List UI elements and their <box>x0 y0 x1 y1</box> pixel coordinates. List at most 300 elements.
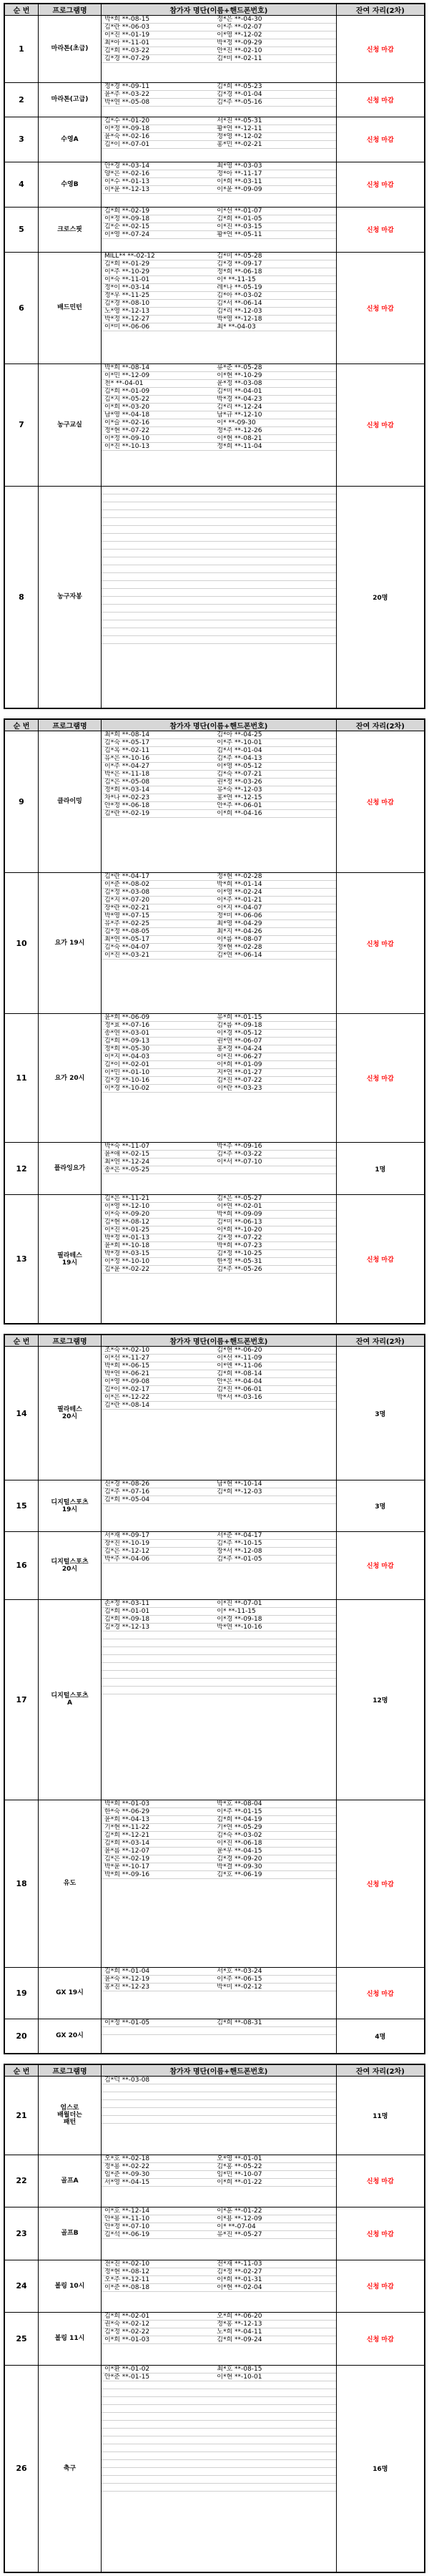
participant-entry <box>102 494 214 502</box>
participant-line <box>102 141 336 149</box>
participant-line <box>102 786 336 794</box>
participant-line <box>102 2268 336 2276</box>
participant-entry: 홍*진 **-12-23 <box>104 1983 150 1991</box>
participant-line <box>102 268 336 276</box>
participant-entry: 한*정 **-05-31 <box>217 1258 262 1266</box>
participant-entry <box>214 597 335 604</box>
participant-entry: 이* **-07-04 <box>217 2223 256 2231</box>
participant-entry <box>102 2405 214 2412</box>
participant-line <box>102 2452 336 2460</box>
schedule-table <box>4 2064 425 2572</box>
header-no: 순 번 <box>5 1335 39 1347</box>
program-row <box>5 1195 425 1324</box>
participant-entry: 이*경 **-09-18 <box>217 1615 262 1623</box>
participant-entry: 김*정 **-03-08 <box>104 888 150 896</box>
participant-entry: 이*주 **-10-29 <box>104 268 150 276</box>
participant-entry: 최*지 **-04-26 <box>217 927 262 935</box>
participant-entry <box>214 2389 335 2396</box>
participant-line <box>102 2476 336 2484</box>
participant-entry: 노*희 **-04-11 <box>217 2328 262 2336</box>
participant-entry <box>214 494 335 502</box>
participant-entry: 권*숙 **-02-12 <box>104 2321 150 2328</box>
participant-entry <box>214 2429 335 2436</box>
remaining-seats: 3명 <box>336 1347 424 1480</box>
participant-line <box>102 1014 336 1022</box>
participant-line <box>102 1195 336 1203</box>
participant-entry: 박*서 **-03-16 <box>217 1394 262 1401</box>
program-number: 25 <box>5 2313 39 2366</box>
participant-line <box>102 2231 336 2239</box>
participant-entry: 정*영 **-12-02 <box>217 132 262 140</box>
participant-line <box>102 1258 336 1266</box>
participant-line <box>102 779 336 786</box>
participant-entry: 이*진 **-06-27 <box>217 1053 262 1061</box>
participant-entry <box>214 2092 335 2099</box>
header-program: 프로그램명 <box>38 4 101 16</box>
program-row <box>5 872 425 1014</box>
participant-entry: 이*슬 **-02-16 <box>104 419 150 426</box>
header-remaining: 잔여 자리(2차) <box>336 4 424 16</box>
participant-entry <box>214 487 335 494</box>
participant-entry: 김*호 **-06-19 <box>217 1871 262 1879</box>
program-name: 디지털스포츠 20시 <box>38 1532 101 1600</box>
participant-entry: 홍*경 **-04-24 <box>217 1045 262 1053</box>
participant-list <box>102 207 337 252</box>
participant-entry: 이*진 **-06-18 <box>217 1840 262 1848</box>
participant-line <box>102 2092 336 2100</box>
participant-entry: 김*희 **-01-29 <box>104 260 150 268</box>
participant-entry: 박*경 **-03-15 <box>104 1250 150 1258</box>
participant-line <box>102 1976 336 1984</box>
participant-entry: 장*진 **-10-19 <box>104 1540 150 1548</box>
remaining-seats: 신청 마감 <box>336 82 424 117</box>
participant-line <box>102 1608 336 1616</box>
participant-entry <box>214 1496 335 1503</box>
participant-entry: 노*영 **-12-13 <box>104 308 150 316</box>
participant-line <box>102 1671 336 1679</box>
participant-line <box>102 542 336 550</box>
participant-list <box>102 2019 337 2054</box>
participant-entry <box>214 2460 335 2467</box>
participant-line <box>102 316 336 323</box>
remaining-seats: 4명 <box>336 2019 424 2054</box>
participant-line <box>102 565 336 573</box>
program-row <box>5 117 425 162</box>
participant-entry: 김*은 **-05-27 <box>217 1195 262 1203</box>
participant-line <box>102 1378 336 1386</box>
program-number: 13 <box>5 1195 39 1324</box>
participant-list <box>102 2365 337 2572</box>
participant-line <box>102 755 336 763</box>
program-row <box>5 2365 425 2572</box>
participant-entry: 김*이 **-02-17 <box>104 1386 150 1393</box>
participant-entry <box>102 2397 214 2404</box>
participant-line <box>102 2223 336 2231</box>
program-name: 볼링 11시 <box>38 2313 101 2366</box>
participant-line <box>102 1250 336 1258</box>
participant-entry <box>102 589 214 596</box>
participant-entry: 남*규 **-12-10 <box>217 411 262 419</box>
participant-entry: 김*란 **-04-17 <box>104 872 150 880</box>
participant-entry: 윤*숙 **-12-19 <box>104 1975 150 1983</box>
participant-entry: 이*영 **-07-24 <box>104 230 150 238</box>
participant-entry: 김*순 **-02-15 <box>104 223 150 230</box>
participant-entry: 이*희 **-01-09 <box>217 1061 262 1069</box>
participant-line <box>102 2100 336 2108</box>
participant-line <box>102 628 336 636</box>
participant-entry <box>214 2405 335 2412</box>
program-number: 6 <box>5 253 39 364</box>
participant-line <box>102 1370 336 1378</box>
participant-entry: 정*용 **-02-22 <box>104 2162 150 2170</box>
header-members: 참가자 명단(이름+핸드폰번호) <box>102 1335 337 1347</box>
participant-entry: 김*희 **-03-14 <box>104 1840 150 1848</box>
participant-line <box>102 1863 336 1871</box>
participant-entry: 김*희 **-09-24 <box>217 2336 262 2344</box>
participant-entry: 김*정 **-07-22 <box>217 1234 262 1242</box>
participant-entry: 최* **-04-03 <box>217 323 256 331</box>
participant-entry: 김*희 **-04-19 <box>217 1816 262 1824</box>
participant-line <box>102 300 336 308</box>
participant-entry: 김*이 **-07-01 <box>104 140 150 148</box>
program-number: 19 <box>5 1967 39 2019</box>
participant-entry: 김*서 **-06-14 <box>217 300 262 308</box>
participant-entry: 정*이 **-03-14 <box>104 284 150 292</box>
participant-line <box>102 1800 336 1808</box>
participant-entry: 김*은 **-12-12 <box>104 1548 150 1556</box>
participant-entry: 오*호 **-02-18 <box>104 2155 150 2162</box>
participant-entry: 임*민 **-10-07 <box>217 2170 262 2178</box>
program-name: 마라톤(고급) <box>38 82 101 117</box>
participant-entry: 정*희 **-06-18 <box>217 268 262 276</box>
participant-entry: 안*경 **-03-14 <box>104 162 150 170</box>
participant-entry: 김*윤 **-02-22 <box>104 1266 150 1274</box>
participant-entry: 이*은 **-12-22 <box>104 1394 150 1401</box>
participant-list <box>102 1195 337 1324</box>
participant-entry: 정*주 **-12-26 <box>217 426 262 434</box>
participant-line <box>102 1030 336 1038</box>
participant-entry: 이*수 **-01-13 <box>104 177 150 185</box>
participant-entry: 윤*희 **-06-09 <box>104 1014 150 1022</box>
participant-entry: 박*정 **-09-29 <box>217 39 262 47</box>
participant-entry <box>214 1655 335 1662</box>
participant-entry: 이*영 **-12-10 <box>104 1203 150 1211</box>
program-name: 축구 <box>38 2365 101 2572</box>
participant-line <box>102 912 336 920</box>
participant-entry: 이*주 **-01-15 <box>217 1808 262 1816</box>
participant-line <box>102 920 336 928</box>
program-name: 플라잉요가 <box>38 1143 101 1195</box>
participant-entry: 김*란 **-08-14 <box>104 1402 150 1409</box>
participant-entry: 김*희 **-08-31 <box>217 2019 262 2026</box>
participant-list <box>102 486 337 708</box>
participant-entry: 김*란 **-06-03 <box>104 24 150 31</box>
participant-line <box>102 1679 336 1687</box>
participant-entry: 이*희 **-01-31 <box>217 2275 262 2283</box>
program-number: 11 <box>5 1014 39 1143</box>
participant-list <box>102 117 337 162</box>
participant-entry <box>214 2100 335 2107</box>
participant-entry: 정*현 **-02-28 <box>217 872 262 880</box>
participant-line <box>102 589 336 597</box>
participant-entry: 김*경 **-07-29 <box>104 55 150 62</box>
program-name: 크로스핏 <box>38 207 101 252</box>
participant-entry <box>214 1663 335 1670</box>
participant-line <box>102 253 336 260</box>
participant-entry <box>102 2100 214 2107</box>
participant-line <box>102 170 336 178</box>
participant-entry: 이*진 **-01-19 <box>104 31 150 39</box>
participant-entry <box>214 510 335 517</box>
participant-line <box>102 502 336 510</box>
participant-line <box>102 1226 336 1234</box>
schedule-page <box>0 0 429 712</box>
participant-entry: 양*은 **-02-16 <box>104 170 150 177</box>
participant-entry <box>214 2397 335 2404</box>
participant-entry: 김*홍 **-05-22 <box>217 2162 262 2170</box>
participant-line <box>102 2171 336 2179</box>
participant-entry: 윤*름 **-12-07 <box>104 1848 150 1855</box>
participant-entry: 이*훈 **-01-22 <box>217 2207 262 2215</box>
program-number: 1 <box>5 16 39 83</box>
remaining-seats: 3명 <box>336 1480 424 1532</box>
participant-entry: 이*정 **-01-05 <box>104 2019 150 2026</box>
participant-entry <box>214 534 335 541</box>
program-name: 골프A <box>38 2155 101 2207</box>
program-name: 디지털스포츠 A <box>38 1599 101 1800</box>
participant-line <box>102 404 336 411</box>
program-name: 마라톤(초급) <box>38 16 101 83</box>
participant-entry: 이*엔 **-11-06 <box>217 1362 262 1370</box>
participant-line <box>102 47 336 55</box>
participant-line <box>102 2328 336 2336</box>
participant-line <box>102 2421 336 2429</box>
remaining-seats: 신청 마감 <box>336 16 424 83</box>
participant-entry <box>214 1671 335 1678</box>
participant-entry: 김*경 **-09-20 <box>217 1855 262 1863</box>
participant-entry: 김*희 **-03-22 <box>104 47 150 54</box>
participant-line <box>102 2381 336 2389</box>
participant-line <box>102 411 336 419</box>
participant-entry <box>214 518 335 525</box>
participant-entry: 정*희 **-05-30 <box>104 1045 150 1053</box>
participant-line <box>102 1984 336 1991</box>
participant-entry: 유*숙 **-12-03 <box>217 786 262 794</box>
participant-line <box>102 162 336 170</box>
participant-entry: MILL** **-02-12 <box>104 253 155 260</box>
participant-entry: 정*은 **-04-30 <box>217 16 262 23</box>
participant-entry: 홍*연 **-12-15 <box>217 794 262 801</box>
participant-line <box>102 897 336 904</box>
participant-entry: 권*연 **-06-07 <box>217 1038 262 1045</box>
remaining-seats: 신청 마감 <box>336 2260 424 2313</box>
participant-entry <box>214 573 335 580</box>
participant-entry: 박*영 **-07-15 <box>104 912 150 919</box>
header-program: 프로그램명 <box>38 2065 101 2077</box>
participant-line <box>102 31 336 39</box>
participant-line <box>102 2405 336 2413</box>
participant-list <box>102 1480 337 1532</box>
participant-entry: 한*숙 **-06-29 <box>104 1808 150 1816</box>
header-remaining: 잔여 자리(2차) <box>336 1335 424 1347</box>
participant-entry: 김*미 **-06-13 <box>217 1219 262 1226</box>
participant-entry <box>214 550 335 557</box>
participant-entry <box>102 628 214 635</box>
participant-entry <box>214 2077 335 2084</box>
remaining-seats: 신청 마감 <box>336 1014 424 1143</box>
participant-entry <box>102 1663 214 1670</box>
participant-line <box>102 2366 336 2373</box>
participant-entry <box>102 2413 214 2420</box>
participant-line <box>102 802 336 810</box>
participant-entry: 김*름 **-09-18 <box>217 1022 262 1030</box>
participant-line <box>102 526 336 534</box>
participant-list <box>102 1599 337 1800</box>
participant-entry: 김*수 **-01-20 <box>104 117 150 125</box>
participant-entry: 조*숙 **-02-10 <box>104 1347 150 1354</box>
participant-entry: 김*진 **-06-01 <box>217 1386 262 1393</box>
schedule-page <box>0 2061 429 2576</box>
participant-line <box>102 2321 336 2328</box>
participant-list <box>102 2313 337 2366</box>
header-row <box>5 720 425 731</box>
participant-line <box>102 1631 336 1639</box>
participant-line <box>102 1840 336 1848</box>
participant-list <box>102 1014 337 1143</box>
participant-line <box>102 620 336 628</box>
participant-entry: 정*희 **-11-04 <box>217 442 262 450</box>
participant-line <box>102 2460 336 2468</box>
participant-entry: 김*은 **-11-21 <box>104 1195 150 1203</box>
participant-entry: 박*연 **-06-21 <box>104 1370 150 1377</box>
participant-entry: 박*경 **-04-23 <box>217 395 262 403</box>
participant-entry: 박*연 **-10-16 <box>217 1623 262 1631</box>
participant-entry: 김*숙 **-07-21 <box>217 771 262 778</box>
participant-entry <box>214 1647 335 1654</box>
participant-entry: 서*진 **-05-31 <box>217 117 262 125</box>
participant-line <box>102 487 336 494</box>
participant-entry: 이*진 **-01-25 <box>104 1226 150 1234</box>
participant-entry <box>102 2116 214 2123</box>
participant-entry: 송*은 **-05-25 <box>104 1166 150 1174</box>
remaining-seats: 신청 마감 <box>336 207 424 252</box>
participant-entry <box>102 518 214 525</box>
participant-entry <box>102 1647 214 1654</box>
participant-entry <box>214 605 335 612</box>
program-name: GX 20시 <box>38 2019 101 2054</box>
participant-line <box>102 1871 336 1879</box>
participant-line <box>102 276 336 284</box>
participant-entry <box>214 2484 335 2491</box>
program-number: 9 <box>5 731 39 873</box>
participant-entry: 김*정 **-02-22 <box>104 2328 150 2336</box>
participant-entry <box>214 1639 335 1646</box>
participant-entry: 김*희 **-02-01 <box>104 2313 150 2321</box>
participant-entry: 윤*애 **-02-15 <box>104 1151 150 1158</box>
participant-line <box>102 2413 336 2421</box>
participant-entry: 윤*우 **-04-15 <box>217 1848 262 1855</box>
participant-entry: 이*희 **-10-20 <box>217 1226 262 1234</box>
participant-line <box>102 1855 336 1863</box>
participant-line <box>102 1968 336 1976</box>
participant-entry: 이*선 **-11-27 <box>104 1355 150 1362</box>
participant-line <box>102 2429 336 2436</box>
program-name: 필라테스 20시 <box>38 1347 101 1480</box>
remaining-seats: 20명 <box>336 486 424 708</box>
participant-entry <box>214 565 335 572</box>
participant-list <box>102 731 337 873</box>
participant-entry <box>214 2452 335 2459</box>
participant-line <box>102 510 336 518</box>
participant-line <box>102 739 336 747</box>
participant-entry: 김*지 **-05-22 <box>104 395 150 403</box>
participant-entry <box>102 613 214 620</box>
participant-line <box>102 1480 336 1488</box>
participant-entry: 박*연 **-05-08 <box>104 98 150 106</box>
participant-entry: 안*정 **-07-10 <box>104 2223 150 2231</box>
participant-list <box>102 2155 337 2207</box>
participant-entry: 유*주 **-02-25 <box>104 919 150 927</box>
participant-line <box>102 944 336 952</box>
program-row <box>5 2155 425 2207</box>
header-no: 순 번 <box>5 4 39 16</box>
program-row <box>5 1967 425 2019</box>
participant-entry <box>102 1631 214 1639</box>
program-number: 24 <box>5 2260 39 2313</box>
participant-line <box>102 1687 336 1694</box>
participant-line <box>102 1824 336 1832</box>
program-number: 5 <box>5 207 39 252</box>
participant-entry <box>102 542 214 549</box>
participant-line <box>102 284 336 292</box>
participant-line <box>102 99 336 107</box>
participant-entry <box>214 2476 335 2483</box>
participant-line <box>102 2373 336 2381</box>
participant-entry: 박*희 **-06-15 <box>104 1362 150 1370</box>
participant-line <box>102 936 336 944</box>
participant-entry: 최*희 **-08-14 <box>104 731 150 738</box>
header-no: 순 번 <box>5 2065 39 2077</box>
participant-entry: 김*희 **-12-03 <box>217 1488 262 1496</box>
program-number: 22 <box>5 2155 39 2207</box>
program-name: 농구교실 <box>38 364 101 486</box>
participant-entry: 김*석 **-06-19 <box>104 2231 150 2239</box>
participant-entry: 정*아 **-11-17 <box>217 170 262 177</box>
participant-entry: 차*나 **-02-23 <box>104 794 150 801</box>
participant-entry <box>102 1639 214 1646</box>
participant-line <box>102 380 336 388</box>
participant-entry <box>102 565 214 572</box>
program-number: 21 <box>5 2077 39 2155</box>
participant-entry: 이*선 **-11-09 <box>217 1355 262 1362</box>
participant-entry <box>102 2092 214 2099</box>
header-members: 참가자 명단(이름+핸드폰번호) <box>102 2065 337 2077</box>
program-name: 유도 <box>38 1800 101 1968</box>
participant-entry: 이*선 **-01-07 <box>217 207 262 215</box>
participant-entry <box>214 1631 335 1639</box>
participant-line <box>102 2276 336 2284</box>
participant-entry <box>214 581 335 588</box>
participant-entry <box>102 605 214 612</box>
participant-list <box>102 872 337 1014</box>
participant-entry: 윤*희 **-10-18 <box>104 1242 150 1250</box>
participant-entry: 임*준 **-09-30 <box>104 2170 150 2178</box>
participant-entry: 정*경 **-09-11 <box>104 82 150 90</box>
program-name: 클라이밍 <box>38 731 101 873</box>
participant-entry <box>214 628 335 635</box>
remaining-seats: 신청 마감 <box>336 1532 424 1600</box>
schedule-page <box>0 716 429 1327</box>
